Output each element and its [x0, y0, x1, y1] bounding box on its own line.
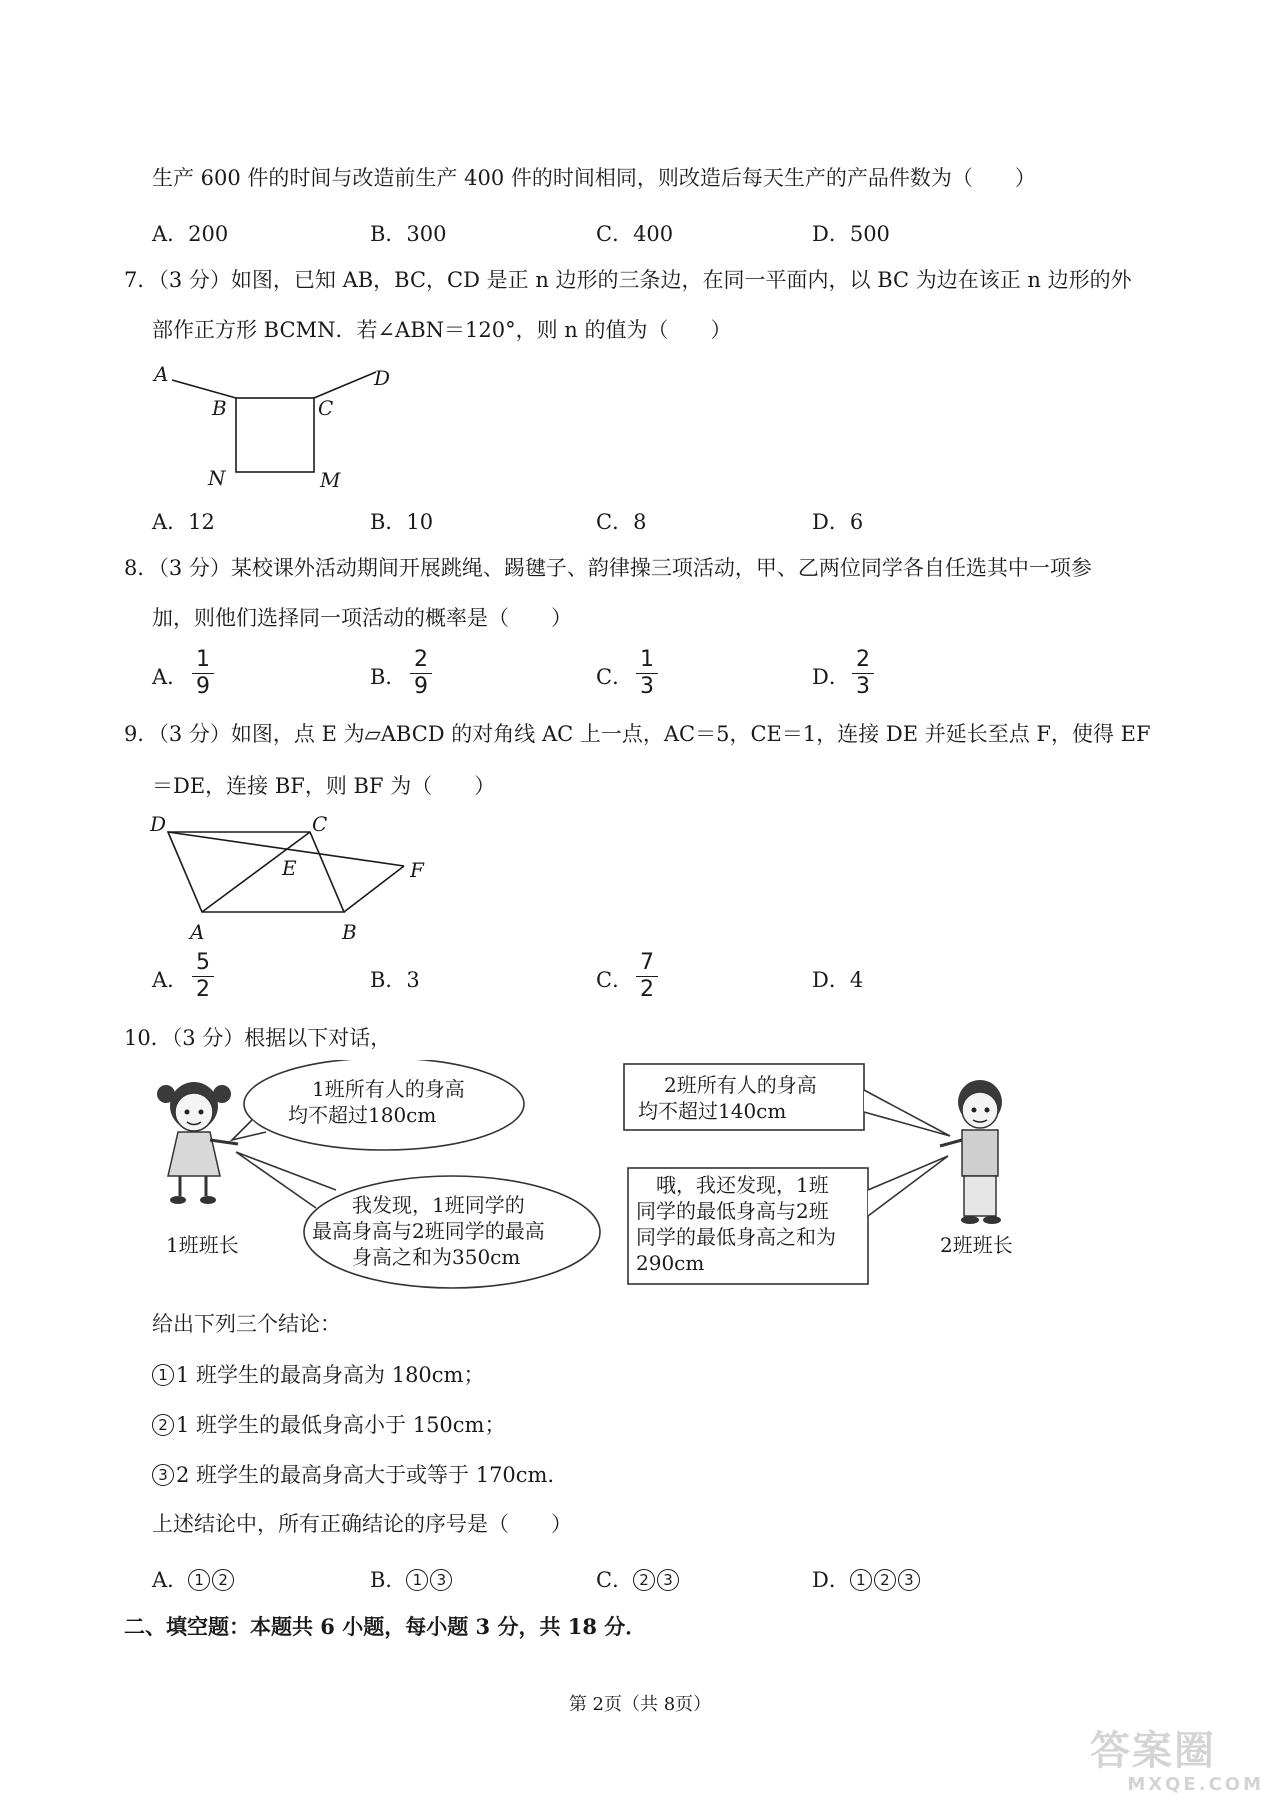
q9-option-d: D．4 — [812, 968, 864, 992]
segment-bf — [344, 866, 404, 912]
numerator: 1 — [640, 647, 654, 672]
q8-option-c-letter: C． — [596, 665, 634, 689]
q9-label-f: F — [410, 858, 424, 882]
denominator: 2 — [196, 977, 210, 1002]
q9-option-b: B．3 — [370, 968, 420, 992]
watermark-logo — [1090, 1728, 1270, 1804]
q8-option-c-fraction — [636, 648, 658, 699]
denominator: 9 — [414, 674, 428, 699]
box2-line1: 哦，我还发现，1班 — [656, 1173, 829, 1197]
circled-number-1: 1 — [152, 1364, 174, 1386]
caption-class1-leader: 1班班长 — [166, 1233, 239, 1257]
denominator: 9 — [196, 674, 210, 699]
q8-option-a-fraction — [192, 648, 214, 699]
caption-class2-leader: 2班班长 — [940, 1233, 1013, 1257]
bubble2-line3: 身高之和为350cm — [352, 1245, 521, 1269]
q9-option-a-letter: A． — [152, 968, 189, 992]
q10-option-a: A． 1 2 — [152, 1564, 236, 1594]
box1-line1: 2班所有人的身高 — [664, 1073, 817, 1097]
q6-text: 生产 600 件的时间与改造前生产 400 件的时间相同，则改造后每天生产的产品件数为（ ） — [152, 166, 1036, 190]
box2-line4: 290cm — [636, 1251, 705, 1275]
bubble1-line1: 1班所有人的身高 — [312, 1077, 465, 1101]
q8-text-line1: 8．（3 分）某校课外活动期间开展跳绳、踢毽子、韵律操三项活动，甲、乙两位同学各自任选其中一项参 — [124, 556, 1092, 580]
numerator: 1 — [196, 647, 210, 672]
denominator: 3 — [640, 674, 654, 699]
q8-option-b-fraction — [410, 648, 432, 699]
q6-option-a: A．200 — [152, 222, 229, 246]
q10-text-line1: 10．（3 分）根据以下对话， — [124, 1026, 392, 1050]
numerator: 2 — [414, 647, 428, 672]
q7-label-n: N — [208, 466, 226, 490]
conclusion-1: 1 1 班学生的最高身高为 180cm； — [152, 1364, 484, 1386]
box2-line2: 同学的最低身高与2班 — [636, 1199, 829, 1223]
numerator: 2 — [856, 647, 870, 672]
page-footer: 第 2页（共 8页） — [568, 1694, 712, 1715]
q9-label-a: A — [190, 920, 205, 944]
bubble2-line2: 最高身高与2班同学的最高 — [312, 1219, 545, 1243]
q9-label-c: C — [312, 812, 328, 836]
q8-option-b-letter: B． — [370, 665, 407, 689]
q6-option-b: B．300 — [370, 222, 447, 246]
boy-illustration-icon — [940, 1080, 1002, 1224]
q9-label-b: B — [342, 920, 357, 944]
q9-option-c-letter: C． — [596, 968, 634, 992]
watermark-main: 答案圈 — [1090, 1728, 1216, 1774]
q10-option-c: C． 2 3 — [596, 1564, 681, 1594]
q6-option-d: D．500 — [812, 222, 890, 246]
numerator: 5 — [196, 950, 210, 975]
q7-text-line1: 7．（3 分）如图，已知 AB，BC，CD 是正 n 边形的三条边，在同一平面内，以 BC 为边在该正 n 边形的外 — [124, 268, 1132, 292]
q8-text-line2: 加，则他们选择同一项活动的概率是（ ） — [152, 606, 572, 630]
denominator: 2 — [640, 977, 654, 1002]
box2-line3: 同学的最低身高之和为 — [636, 1225, 836, 1249]
q9-option-c-fraction — [636, 951, 658, 1002]
conclusion-3: 3 2 班学生的最高身高大于或等于 170cm． — [152, 1464, 568, 1486]
q7-label-a: A — [154, 362, 169, 386]
section2-heading: 二、填空题：本题共 6 小题，每小题 3 分，共 18 分． — [124, 1614, 647, 1639]
segment-cd — [314, 372, 376, 398]
bubble1-line2: 均不超过180cm — [288, 1103, 437, 1127]
circled-number-3: 3 — [152, 1464, 174, 1486]
numerator: 7 — [640, 950, 654, 975]
q9-label-d: D — [150, 812, 167, 836]
conclusion-2: 2 1 班学生的最低身高小于 150cm； — [152, 1414, 505, 1436]
q7-text-line2: 部作正方形 BCMN．若∠ABN＝120°，则 n 的值为（ ） — [152, 318, 732, 342]
q7-option-c: C．8 — [596, 510, 647, 534]
q7-label-b: B — [212, 396, 227, 420]
q8-option-d-fraction — [852, 648, 874, 699]
q7-option-a: A．12 — [152, 510, 215, 534]
q10-question: 上述结论中，所有正确结论的序号是（ ） — [152, 1512, 572, 1536]
q9-text-line1: 9．（3 分）如图，点 E 为▱ABCD 的对角线 AC 上一点，AC＝5，CE＝1，连接 DE 并延长至点 F，使得 EF — [124, 722, 1151, 746]
circled-number-2: 2 — [152, 1414, 174, 1436]
q6-option-c: C．400 — [596, 222, 674, 246]
box1-line2: 均不超过140cm — [638, 1099, 787, 1123]
q7-option-d: D．6 — [812, 510, 864, 534]
q9-option-a-fraction — [192, 951, 214, 1002]
q10-option-d: D． 1 2 3 — [812, 1564, 922, 1594]
q9-text-line2: ＝DE，连接 BF，则 BF 为（ ） — [152, 774, 496, 798]
q10-intro: 给出下列三个结论： — [152, 1312, 341, 1336]
q7-label-m: M — [320, 468, 341, 492]
q7-label-d: D — [374, 366, 391, 390]
square-bcmn — [236, 398, 314, 472]
girl-illustration-icon — [157, 1082, 238, 1204]
q8-option-a-letter: A． — [152, 665, 189, 689]
q9-label-e: E — [282, 856, 297, 880]
denominator: 3 — [856, 674, 870, 699]
q7-option-b: B．10 — [370, 510, 434, 534]
q8-option-d-letter: D． — [812, 665, 850, 689]
bubble2-line1: 我发现，1班同学的 — [352, 1193, 525, 1217]
q7-label-c: C — [318, 396, 334, 420]
watermark-sub: MXQE.COM — [1127, 1774, 1264, 1795]
q10-option-b: B． 1 3 — [370, 1564, 454, 1594]
